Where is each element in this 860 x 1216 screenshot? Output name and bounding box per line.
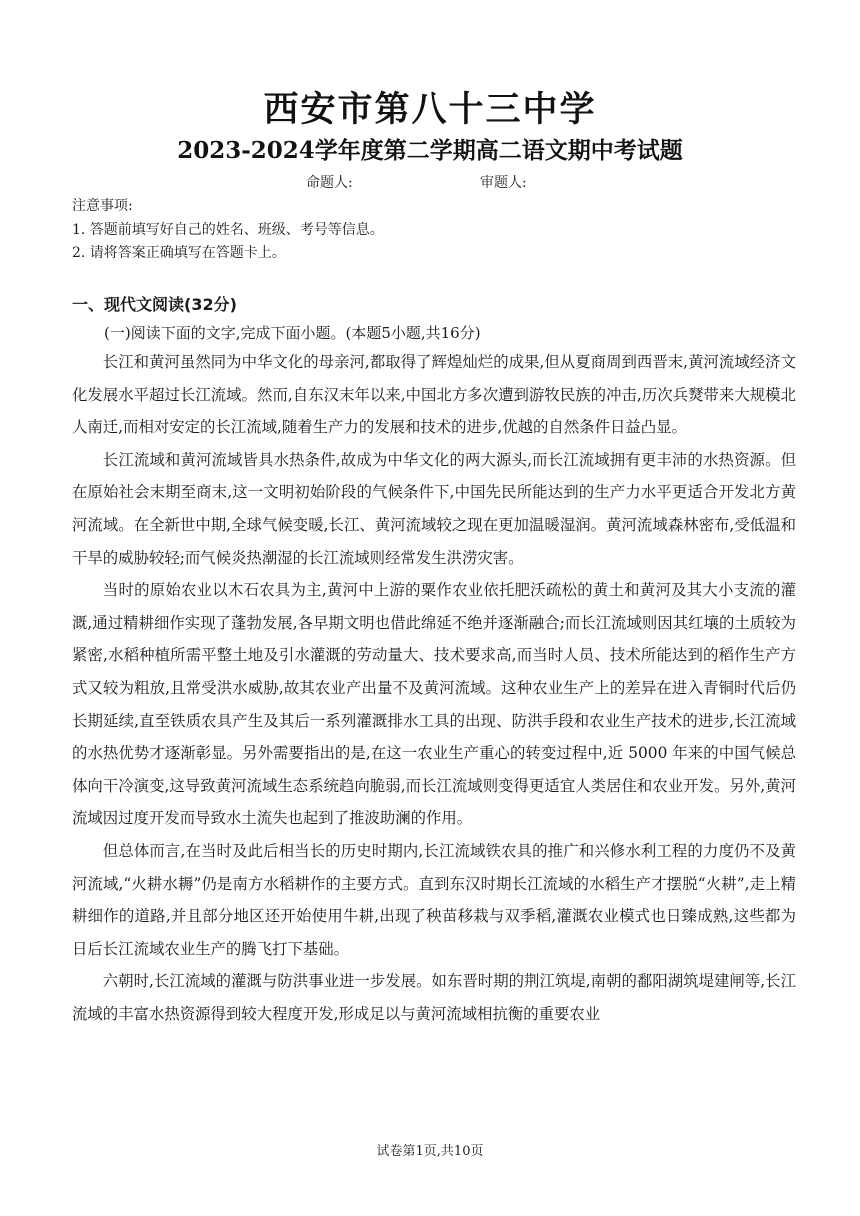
passage-paragraph: 当时的原始农业以木石农具为主,黄河中上游的粟作农业依托肥沃疏松的黄土和黄河及其大小支流的灌溉,通过精耕细作实现了蓬勃发展,各早期文明也借此绵延不绝并逐渐融合;而长江流域则因其红壤的土质较为紧密,水稻种植所需平整土地及引水灌溉的劳动量大、技术要求高,而当时人员、技术所能达到的稻作生产方式又较为粗放,且常受洪水威胁,故其农业产出量不及黄河流域。这种农业生产上的差异在进入青铜时代后仍长期延续,直至铁质农具产生及其后一系列灌溉排水工具的出现、防洪手段和农业生产技术的进步,长江流域的水热优势才逐渐彰显。另外需要指出的是,在这一农业生产重心的转变过程中,近 5000 年来的中国气候总体向干冷演变,这导致黄河流域生态系统趋向脆弱,而长江流域则变得更适宜人类居住和农业开发。另外,黄河流域因过度开发而导致水土流失也起到了推波助澜的作用。	[72, 581, 796, 828]
reviewer-label: 审题人:	[480, 175, 527, 191]
notes-title: 注意事项:	[72, 198, 133, 214]
passage-paragraph: 长江和黄河虽然同为中华文化的母亲河,都取得了辉煌灿烂的成果,但从夏商周到西晋末,黄河流域经济文化发展水平超过长江流域。然而,自东汉末年以来,中国北方多次遭到游牧民族的冲击,历次兵燹带来大规模北人南迁,而相对安定的长江流域,随着生产力的发展和技术的进步,优越的自然条件日益凸显。	[72, 353, 796, 437]
passage-paragraph: 长江流域和黄河流域皆具水热条件,故成为中华文化的两大源头,而长江流域拥有更丰沛的水热资源。但在原始社会末期至商末,这一文明初始阶段的气候条件下,中国先民所能达到的生产力水平更适合开发北方黄河流域。在全新世中期,全球气候变暖,长江、黄河流域较之现在更加温暖湿润。黄河流域森林密布,受低温和干旱的威胁较轻;而气候炎热潮湿的长江流域则经常发生洪涝灾害。	[72, 450, 796, 567]
section-heading: 一、现代文阅读(32分)	[72, 295, 237, 314]
reading-passage	[72, 346, 796, 1030]
notes-item: 1. 答题前填写好自己的姓名、班级、考号等信息。	[72, 222, 384, 238]
school-name: 西安市第八十三中学	[263, 90, 597, 130]
setter-label: 命题人:	[306, 175, 353, 191]
passage-paragraph: 六朝时,长江流域的灌溉与防洪事业进一步发展。如东晋时期的荆江筑堤,南朝的鄱阳湖筑堤建闸等,长江流域的丰富水热资源得到较大程度开发,形成足以与黄河流域相抗衡的重要农业	[72, 972, 796, 1023]
passage-paragraph: 但总体而言,在当时及此后相当长的历史时期内,长江流域铁农具的推广和兴修水利工程的力度仍不及黄河流域,“火耕水耨”仍是南方水稻耕作的主要方式。直到东汉时期长江流域的水稻生产才摆脱“火耕”,走上精耕细作的道路,并且部分地区还开始使用牛耕,出现了秧苗移栽与双季稻,灌溉农业模式也日臻成熟,这些都为日后长江流域农业生产的腾飞打下基础。	[72, 841, 796, 958]
notes-item: 2. 请将答案正确填写在答题卡上。	[72, 245, 286, 261]
exam-title: 2023-2024学年度第二学期高二语文期中考试题	[177, 137, 683, 164]
page-footer: 试卷第1页,共10页	[376, 1144, 484, 1159]
subsection-heading: (一)阅读下面的文字,完成下面小题。(本题5小题,共16分)	[104, 324, 481, 342]
